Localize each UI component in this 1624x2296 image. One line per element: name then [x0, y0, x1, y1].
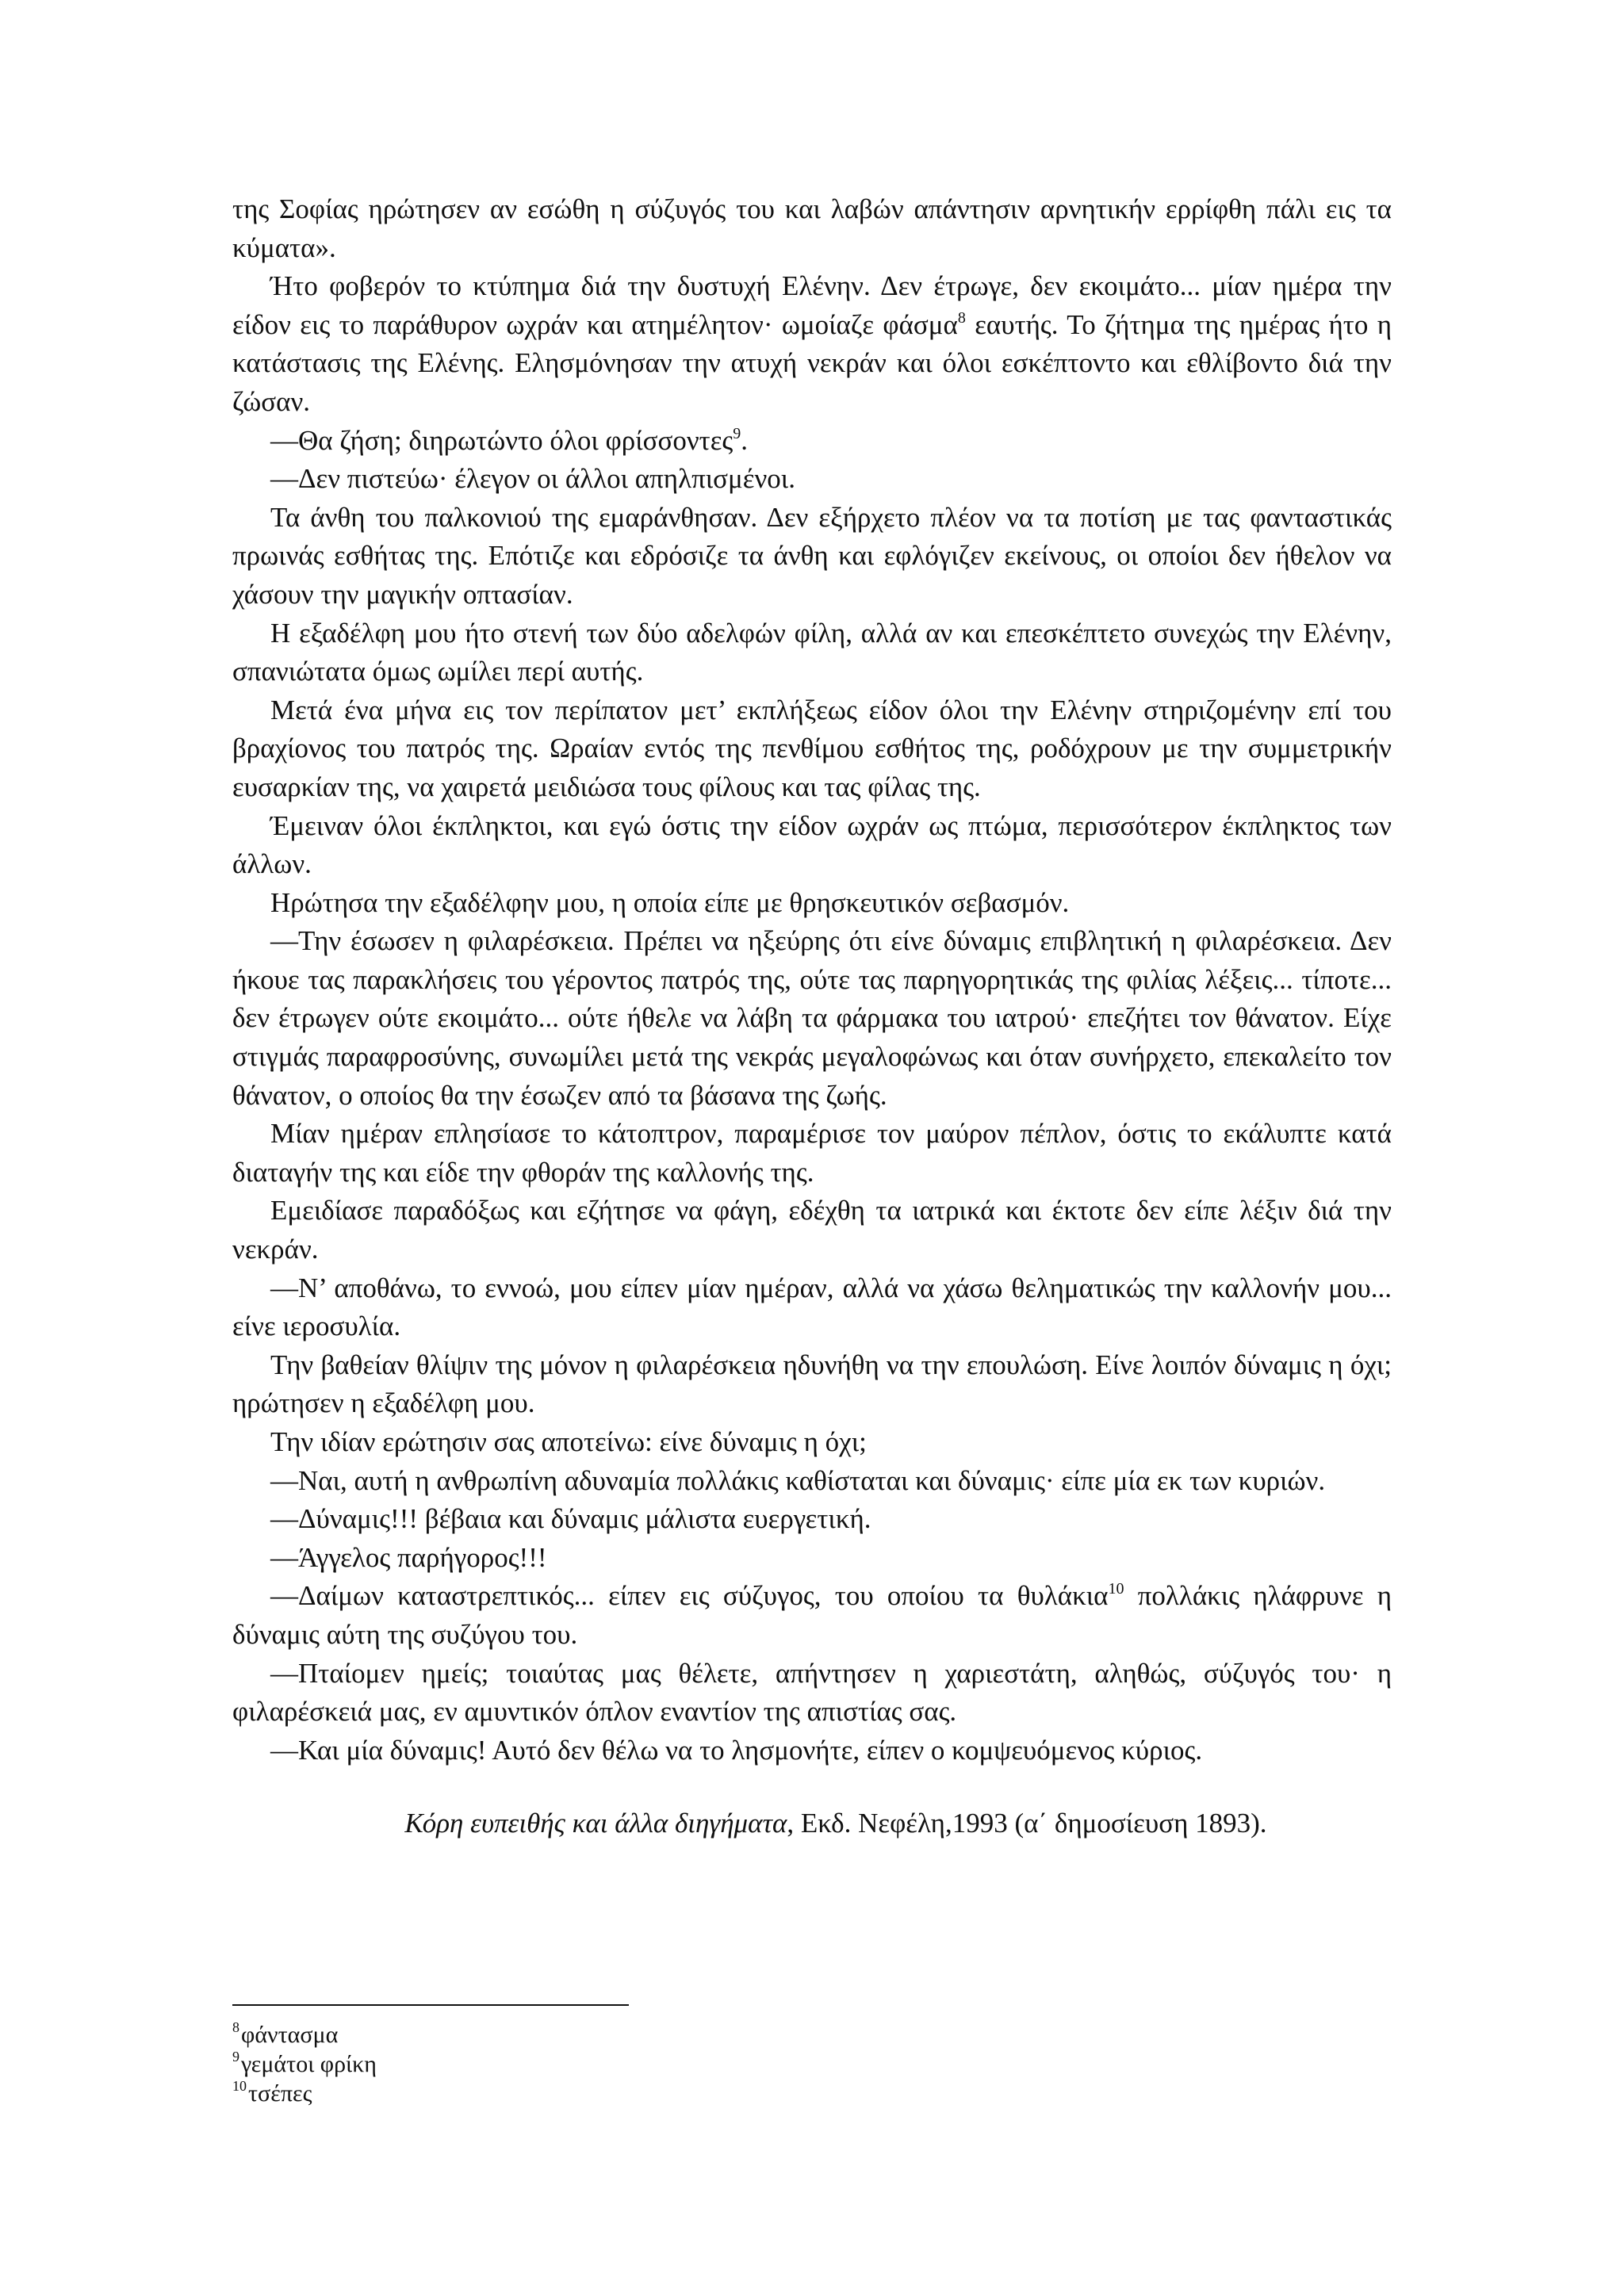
footnote-item — [232, 2020, 377, 2049]
source-citation — [232, 1804, 1392, 1843]
paragraph-text: Μίαν ημέραν επλησίασε το κάτοπτρον, παραμέρισε τον μαύρον πέπλον, όστις το εκάλυπτε κατά διαταγήν της και είδε την φθοράν της καλλονής της. — [232, 1118, 1392, 1188]
paragraph-text: Εμειδίασε παραδόξως και εζήτησε να φάγη, εδέχθη τα ιατρικά και έκτοτε δεν είπε λέξιν διά την νεκράν. — [232, 1195, 1392, 1265]
paragraph — [232, 1577, 1392, 1654]
footnote-ref: 8 — [957, 308, 966, 327]
footnote-number: 8 — [232, 2019, 239, 2035]
citation-details: , Εκδ. Νεφέλη,1993 (α΄ δημοσίευση 1893). — [787, 1808, 1267, 1839]
paragraph-text: —Και μία δύναμις! Αυτό δεν θέλω να το λησμονήτε, είπεν ο κομψευόμενος κύριος. — [270, 1734, 1203, 1766]
paragraph — [232, 807, 1392, 884]
footnote-ref: 10 — [1108, 1580, 1124, 1598]
paragraph — [232, 1346, 1392, 1423]
paragraph-text: —Την έσωσεν η φιλαρέσκεια. Πρέπει να ηξεύρης ότι είνε δύναμις επιβλητική η φιλαρέσκεια. Δεν ήκουε τας παρακλήσεις του γέροντος πατρός της, ούτε τας παρηγορητικάς της φιλίας λέξεις... τίποτε... δεν έτρωγεν ούτε εκοιμάτο... ούτε ήθελε να λάβη τα φάρμακα του ιατρού· επεζήτει τον θάνατον. Είχε στιγμάς παραφροσύνης, συνωμίλει μετά της νεκράς μεγαλοφώνως και όταν συνήρχετο, επεκαλείτο τον θάνατον, ο οποίος θα την έσωζεν από τα βάσανα της ζωής. — [232, 925, 1392, 1111]
paragraph — [232, 884, 1392, 923]
paragraph — [232, 1423, 1392, 1462]
paragraph — [232, 499, 1392, 614]
paragraph-text: —Δαίμων καταστρεπτικός... είπεν εις σύζυγος, του οποίου τα θυλάκια — [270, 1580, 1109, 1612]
paragraph-text: —Θα ζήση; διηρωτώντο όλοι φρίσσοντες — [270, 424, 733, 456]
footnote-text: φάντασμα — [241, 2022, 339, 2048]
page-content — [232, 190, 1392, 1843]
footnotes — [232, 2020, 377, 2108]
paragraph-text: Η εξαδέλφη μου ήτο στενή των δύο αδελφών φίλη, αλλά αν και επεσκέπτετο συνεχώς την Ελένην, σπανιώτατα όμως ωμίλει περί αυτής. — [232, 617, 1392, 687]
paragraph — [232, 1732, 1392, 1770]
paragraph — [232, 267, 1392, 421]
paragraph-text: Τα άνθη του παλκονιού της εμαράνθησαν. Δεν εξήρχετο πλέον να τα ποτίση με τας φανταστικάς πρωινάς εσθήτας της. Επότιζε και εδρόσιζε τα άνθη και εφλόγιζεν εκείνους, οι οποίοι δεν ήθελον να χάσουν την μαγικήν οπτασίαν. — [232, 501, 1392, 610]
paragraph-text: —Ν’ αποθάνω, το εννοώ, μου είπεν μίαν ημέραν, αλλά να χάσω θεληματικώς την καλλονήν μου... είνε ιεροσυλία. — [232, 1272, 1392, 1342]
paragraph-text: Ήτο φοβερόν το κτύπημα διά την δυστυχή Ελένην. Δεν έτρωγε, δεν εκοιμάτο... μίαν ημέρα την είδον εις το παράθυρον ωχράν και ατημέλητον· ωμοίαζε φάσμα — [232, 270, 1392, 340]
paragraph-text: της Σοφίας ηρώτησεν αν εσώθη η σύζυγός του και λαβών απάντησιν αρνητικήν ερρίφθη πάλι εις τα κύματα». — [232, 193, 1392, 263]
footnote-number: 9 — [232, 2049, 239, 2064]
paragraph-text: πολλάκις ηλάφρυνε η δύναμις αύτη της συζύγου του. — [232, 1580, 1392, 1650]
footnote-text: τσέπες — [248, 2080, 312, 2107]
paragraph — [232, 422, 1392, 461]
paragraph-text: Μετά ένα μήνα εις τον περίπατον μετ’ εκπλήξεως είδον όλοι την Ελένην στηριζομένην επί του βραχίονος του πατρός της. Ωραίαν εντός της πενθίμου εσθήτος της, ροδόχρουν με την συμμετρικήν ευσαρκίαν της, να χαιρετά μειδιώσα τους φίλους και τας φίλας της. — [232, 694, 1392, 802]
paragraph-text: Την ιδίαν ερώτησιν σας αποτείνω: είνε δύναμις η όχι; — [270, 1426, 867, 1457]
paragraph-text: —Ναι, αυτή η ανθρωπίνη αδυναμία πολλάκις καθίσταται και δύναμις· είπε μία εκ των κυριών. — [270, 1464, 1326, 1496]
footnote-ref: 9 — [733, 424, 741, 442]
paragraph-text: —Άγγελος παρήγορος!!! — [270, 1541, 547, 1573]
paragraph-text: . — [741, 424, 749, 456]
paragraph — [232, 460, 1392, 499]
paragraph — [232, 1539, 1392, 1578]
paragraph-text: —Δεν πιστεύω· έλεγον οι άλλοι απηλπισμένοι. — [270, 463, 795, 495]
paragraph-text: Έμειναν όλοι έκπληκτοι, και εγώ όστις την είδον ωχράν ως πτώμα, περισσότερον έκπληκτος των άλλων. — [232, 809, 1392, 880]
citation-book-title: Κόρη ευπειθής και άλλα διηγήματα — [404, 1808, 787, 1839]
paragraph-text: εαυτής. Το ζήτημα της ημέρας ήτο η κατάστασις της Ελένης. Ελησμόνησαν την ατυχή νεκράν και όλοι εσκέπτοντο και εθλίβοντο διά την ζώσαν. — [232, 308, 1392, 417]
footnote-divider — [232, 2004, 629, 2006]
paragraph-text: —Δύναμις!!! βέβαια και δύναμις μάλιστα ευεργετική. — [270, 1503, 871, 1535]
paragraph — [232, 1115, 1392, 1192]
paragraph — [232, 691, 1392, 807]
footnote-item — [232, 2079, 377, 2108]
paragraph — [232, 1192, 1392, 1269]
paragraph — [232, 1655, 1392, 1732]
paragraph — [232, 922, 1392, 1115]
body-text — [232, 190, 1392, 1770]
paragraph-text: Ηρώτησα την εξαδέλφην μου, η οποία είπε με θρησκευτικόν σεβασμόν. — [270, 886, 1070, 918]
paragraph-text: Την βαθείαν θλίψιν της μόνον η φιλαρέσκεια ηδυνήθη να την επουλώση. Είνε λοιπόν δύναμις η όχι; ηρώτησεν η εξαδέλφη μου. — [232, 1349, 1392, 1419]
paragraph — [232, 614, 1392, 691]
paragraph — [232, 1269, 1392, 1346]
footnote-number: 10 — [232, 2078, 247, 2094]
paragraph-text: —Πταίομεν ημείς; τοιαύτας μας θέλετε, απήντησεν η χαριεστάτη, αληθώς, σύζυγός του· η φιλαρέσκειά μας, εν αμυντικόν όπλον εναντίον της απιστίας σας. — [232, 1657, 1392, 1728]
paragraph — [232, 190, 1392, 267]
footnote-item — [232, 2049, 377, 2079]
paragraph — [232, 1462, 1392, 1501]
paragraph — [232, 1500, 1392, 1539]
footnote-text: γεμάτοι φρίκη — [241, 2051, 377, 2077]
